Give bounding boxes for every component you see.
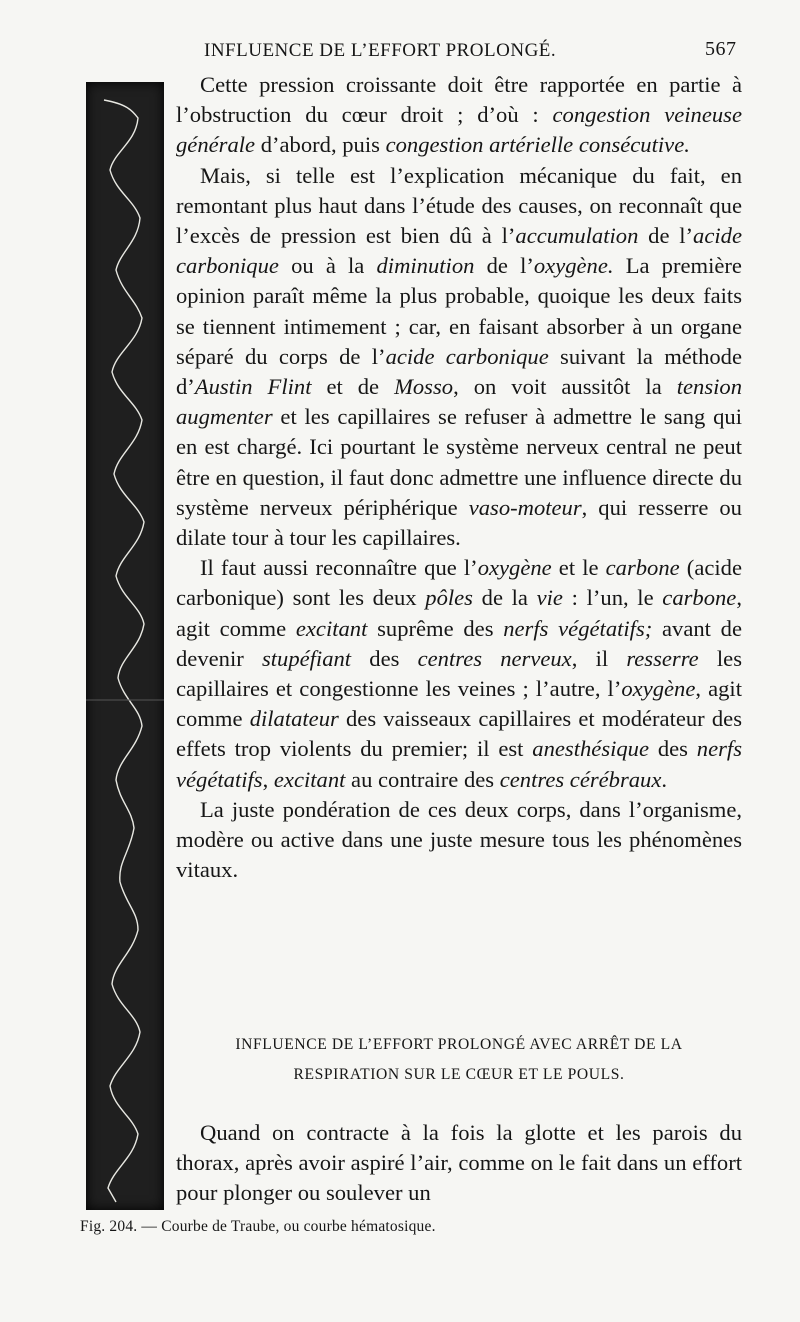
italic-segment: diminution — [376, 253, 475, 279]
text-segment: de l’ — [474, 253, 534, 279]
paragraph: Quand on contracte à la fois la glotte et les parois du thorax, après avoir aspiré l’air, comme on le fait dans un effort pour plonger ou soulever un — [176, 1120, 742, 1206]
text-segment: La première opinion paraît même la plus probable, quoique les deux faits se tiennent intimement ; car, en faisant absorber à un organe séparé du corps de l’ — [176, 253, 742, 369]
italic-segment: vaso-moteur — [468, 494, 582, 520]
italic-segment: oxygène. — [533, 253, 614, 279]
text-segment: ou à la — [278, 253, 377, 279]
section-title-line: RESPIRATION SUR LE CŒUR ET LE POULS. — [293, 1066, 625, 1083]
text-segment: d’abord, puis — [255, 132, 386, 158]
italic-segment: acide carbonique — [385, 343, 549, 369]
page-header — [0, 34, 800, 70]
paragraph — [176, 70, 742, 161]
italic-segment: congestion artérielle consécutive. — [385, 132, 690, 158]
italic-segment: dilatateur — [249, 706, 339, 732]
italic-segment: accumulation — [515, 223, 639, 249]
italic-segment: oxygène — [621, 676, 696, 702]
traube-curve-trace — [86, 82, 164, 1210]
body-text-continued — [176, 1118, 742, 1209]
text-segment: (acide carbonique) sont les deux — [176, 555, 742, 611]
text-segment: , agit comme — [176, 585, 742, 641]
text-segment: La juste pondération de ces deux corps, dans l’organisme, modère ou active dans une juste mesure tous les phénomènes vitaux. — [176, 796, 742, 883]
section-title — [176, 1030, 742, 1090]
italic-segment: excitant — [295, 615, 368, 641]
text-segment: . — [661, 766, 668, 792]
text-segment: , il — [571, 645, 627, 671]
text-segment: de la — [472, 585, 537, 611]
text-segment: les capillaires et congestionne les veines ; l’autre, l’ — [176, 645, 743, 702]
text-segment: suprême des — [367, 615, 504, 641]
italic-segment: vie — [536, 585, 563, 611]
text-segment: avant de devenir — [176, 615, 742, 671]
text-segment: Cette pression croissante doit être rapportée en partie à l’obstruction du cœur droit ; d’où : — [176, 72, 742, 128]
paragraph — [176, 553, 742, 795]
italic-segment: centres cérébraux — [499, 766, 662, 792]
italic-segment: Mosso — [394, 374, 454, 400]
body-text — [176, 70, 742, 885]
text-segment: des — [351, 645, 418, 671]
text-segment: et les capillaires se refuser à admettre le sang qui en est chargé. Ici pourtant le système nerveux central ne peut être en question, il faut donc admettre une influence directe du système nerveux périphérique — [176, 404, 742, 520]
italic-segment: resserre — [626, 645, 699, 671]
italic-segment: excitant — [273, 766, 346, 792]
italic-segment: carbone — [662, 585, 737, 611]
text-segment: , qui resserre ou dilate tour à tour les capillaires. — [176, 494, 742, 551]
text-segment: , agit comme — [176, 676, 742, 732]
text-segment: et de — [311, 374, 395, 400]
italic-segment: tension augmenter — [176, 374, 742, 430]
text-segment: et le — [551, 555, 606, 581]
italic-segment: carbone — [605, 555, 680, 581]
italic-segment: oxygène — [477, 555, 552, 581]
italic-segment: nerfs végétatifs; — [503, 615, 653, 641]
italic-segment: stupéfiant — [261, 645, 352, 671]
italic-segment: Austin Flint — [194, 374, 312, 400]
running-head: INFLUENCE DE L’EFFORT PROLONGÉ. — [204, 40, 557, 61]
italic-segment: pôles — [425, 585, 473, 611]
italic-segment: congestion veineuse générale — [176, 102, 742, 158]
page-number: 567 — [705, 38, 737, 60]
figure-caption: Fig. 204. — Courbe de Traube, ou courbe hématosique. — [80, 1218, 436, 1235]
text-segment: , on voit aussitôt la — [453, 374, 677, 400]
text-segment: des — [649, 736, 697, 762]
italic-segment: nerfs végétatifs — [176, 736, 742, 792]
paragraph — [176, 161, 742, 554]
text-segment: de l’ — [638, 223, 694, 249]
traube-curve-figure — [86, 82, 164, 1210]
text-segment: des vaisseaux capillaires et modérateur des effets trop violents du premier; il est — [176, 706, 742, 762]
text-segment: suivant la méthode d’ — [176, 343, 742, 400]
text-segment: Il faut aussi reconnaître que l’ — [200, 555, 478, 581]
text-segment: au contraire des — [345, 766, 500, 792]
italic-segment: anesthésique — [532, 736, 650, 762]
text-segment: : l’un, le — [562, 585, 663, 611]
italic-segment: centres nerveux — [417, 645, 572, 671]
text-segment: Mais, si telle est l’explication mécanique du fait, en remontant plus haut dans l’étude des causes, on reconnaît que l’excès de pression est bien dû à l’ — [176, 162, 742, 249]
paragraph — [176, 795, 742, 886]
section-title-line: INFLUENCE DE L’EFFORT PROLONGÉ AVEC ARRÊT DE LA — [235, 1036, 683, 1053]
text-segment: , — [262, 766, 274, 792]
italic-segment: acide carbonique — [176, 223, 742, 279]
